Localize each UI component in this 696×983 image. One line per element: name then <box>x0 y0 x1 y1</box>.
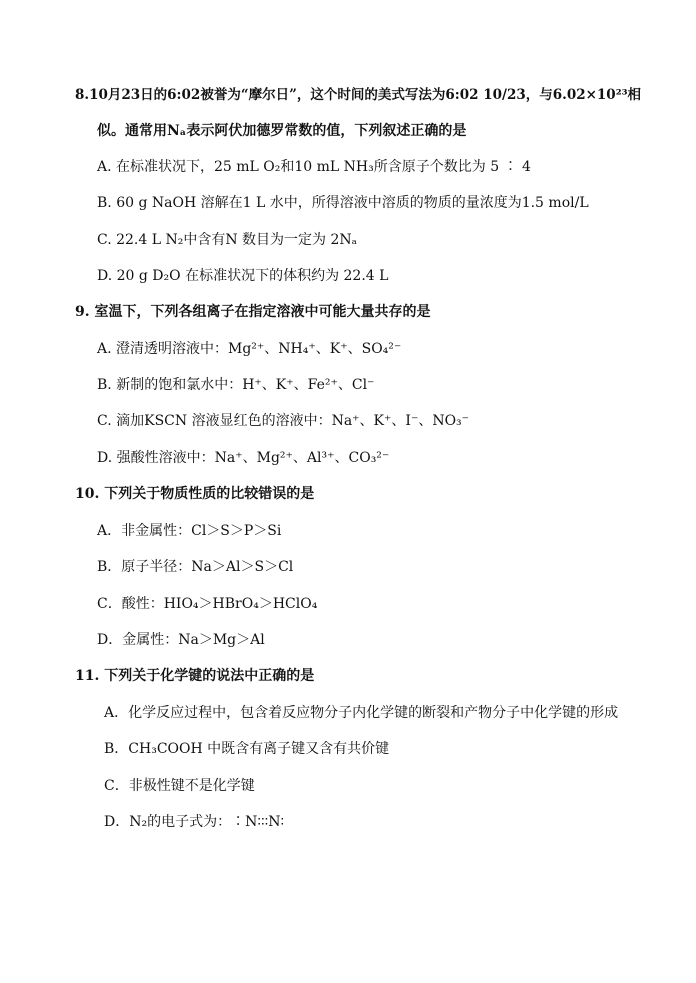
q9-stem: 9. 室温下，下列各组离子在指定溶液中可能大量共存的是 <box>75 304 431 320</box>
q9-option-a: A. 澄清透明溶液中：Mg²⁺、NH₄⁺、K⁺、SO₄²⁻ <box>97 341 402 357</box>
q11-option-c: C．非极性键不是化学键 <box>104 778 255 794</box>
q8-stem-line1: 8.10月23日的6:02被誉为“摩尔日”，这个时间的美式写法为6:02 10/23，与6.02×10²³相 <box>75 87 642 103</box>
q9-option-c: C. 滴加KSCN 溶液显红色的溶液中：Na⁺、K⁺、I⁻、NO₃⁻ <box>97 413 470 429</box>
q11-option-d: D．N₂的电子式为：∶N∶∶∶N∶ <box>104 814 285 830</box>
q8-stem-line2: 似。通常用Nₐ表示阿伏加德罗常数的值，下列叙述正确的是 <box>97 123 467 139</box>
q11-stem: 11. 下列关于化学键的说法中正确的是 <box>75 668 315 684</box>
q8-option-b: B. 60 g NaOH 溶解在1 L 水中，所得溶液中溶质的物质的量浓度为1.5 mol/L <box>97 195 589 211</box>
q10-option-d: D．金属性：Na＞Mg＞Al <box>97 632 265 648</box>
q8-option-c: C. 22.4 L N₂中含有N 数目为一定为 2Nₐ <box>97 232 358 248</box>
q8-option-a: A. 在标准状况下，25 mL O₂和10 mL NH₃所含原子个数比为 5 ∶ 4 <box>97 159 531 175</box>
q10-option-c: C．酸性：HIO₄＞HBrO₄＞HClO₄ <box>97 596 318 612</box>
q11-option-a: A．化学反应过程中，包含着反应物分子内化学键的断裂和产物分子中化学键的形成 <box>104 705 619 721</box>
q9-option-d: D. 强酸性溶液中：Na⁺、Mg²⁺、Al³⁺、CO₃²⁻ <box>97 450 390 466</box>
q10-option-b: B．原子半径：Na＞Al＞S＞Cl <box>97 559 294 575</box>
q10-option-a: A．非金属性：Cl＞S＞P＞Si <box>97 523 282 539</box>
q10-stem: 10. 下列关于物质性质的比较错误的是 <box>75 486 315 502</box>
q9-option-b: B. 新制的饱和氯水中：H⁺、K⁺、Fe²⁺、Cl⁻ <box>97 377 375 393</box>
q11-option-b: B．CH₃COOH 中既含有离子键又含有共价键 <box>104 741 390 757</box>
q8-option-d: D. 20 g D₂O 在标准状况下的体积约为 22.4 L <box>97 268 389 284</box>
